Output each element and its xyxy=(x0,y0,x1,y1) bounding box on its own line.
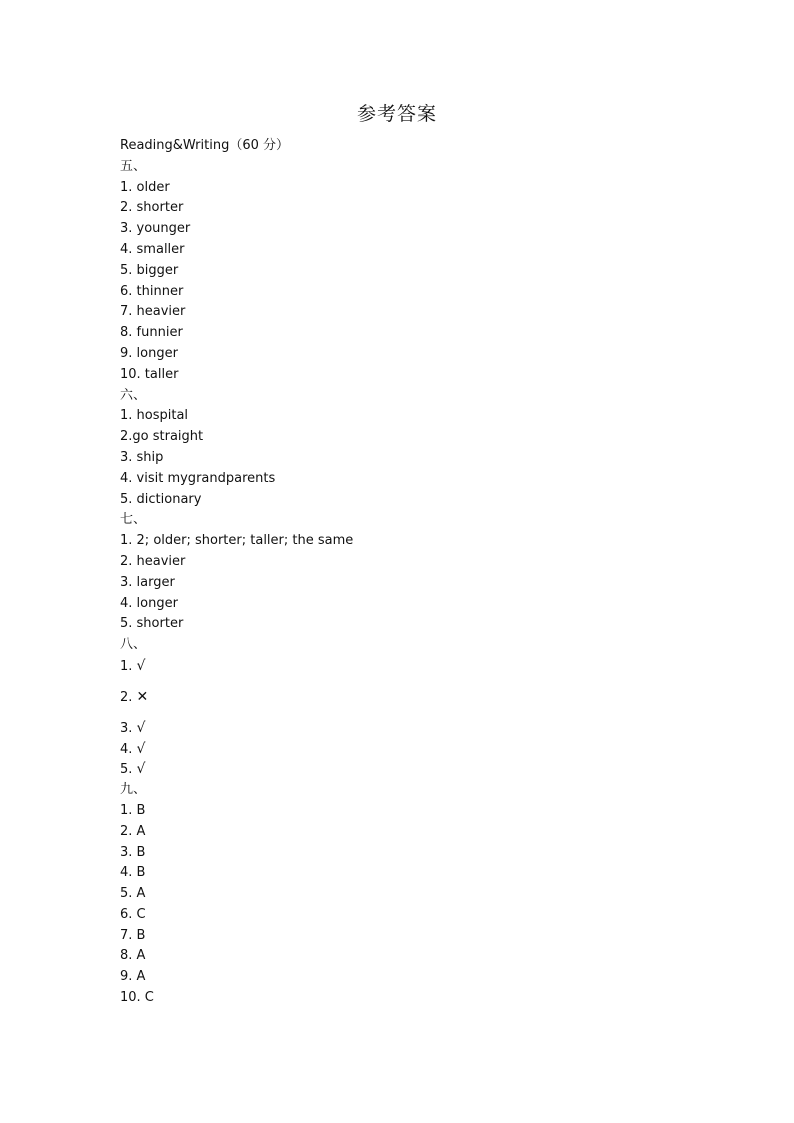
answer-item: 7. B xyxy=(120,927,146,943)
section-label-8: 八、 xyxy=(120,637,147,653)
answer-item: 10. C xyxy=(120,990,154,1006)
answer-item xyxy=(120,739,720,760)
answer-item: 6. thinner xyxy=(120,283,184,299)
answer-item: 3. B xyxy=(120,844,146,860)
check-mark-icon: √ xyxy=(136,657,146,674)
section-label-5: 五、 xyxy=(120,158,147,174)
answer-item: 10. taller xyxy=(120,366,179,382)
answer-item: 1. B xyxy=(120,802,146,818)
answer-item: 4. B xyxy=(120,865,146,881)
answer-item: 1. hospital xyxy=(120,408,189,424)
answer-item: 3. larger xyxy=(120,574,175,590)
item-number: 3. xyxy=(120,720,137,736)
answer-item: 5. A xyxy=(120,886,146,902)
answer-item: 1. 2; older; shorter; taller; the same xyxy=(120,533,354,549)
answer-body xyxy=(120,136,720,1009)
answer-item: 5. shorter xyxy=(120,616,184,632)
answer-item xyxy=(120,718,720,739)
answer-item: 7. heavier xyxy=(120,304,186,320)
answer-item: 9. A xyxy=(120,969,146,985)
page-title: 参考答案 xyxy=(356,103,437,125)
answer-item: 4. longer xyxy=(120,595,178,611)
answer-item: 8. funnier xyxy=(120,325,183,341)
check-mark-icon: √ xyxy=(136,740,146,757)
section-label-6: 六、 xyxy=(120,387,147,403)
answer-item: 2. heavier xyxy=(120,553,186,569)
item-number: 4. xyxy=(120,741,137,757)
answer-item: 2. A xyxy=(120,823,146,839)
answer-item: 3. younger xyxy=(120,221,191,237)
answer-item xyxy=(120,677,720,718)
cross-mark-icon: ✕ xyxy=(136,688,149,705)
item-number: 2. xyxy=(120,689,137,705)
item-number: 5. xyxy=(120,762,137,778)
answer-item: 5. bigger xyxy=(120,262,179,278)
answer-item: 1. older xyxy=(120,179,170,195)
section-label-7: 七、 xyxy=(120,512,147,528)
answer-item: 4. visit mygrandparents xyxy=(120,470,276,486)
answer-item: 6. C xyxy=(120,906,146,922)
answer-item xyxy=(120,656,720,677)
answer-item: 4. smaller xyxy=(120,241,185,257)
section-heading: Reading&Writing（60 分） xyxy=(120,138,290,153)
answer-item: 2. shorter xyxy=(120,200,184,216)
answer-item xyxy=(120,759,720,780)
check-mark-icon: √ xyxy=(136,761,146,778)
answer-item: 8. A xyxy=(120,948,146,964)
answer-item: 3. ship xyxy=(120,449,164,465)
answer-item: 5. dictionary xyxy=(120,491,202,507)
section-label-9: 九、 xyxy=(120,782,147,798)
answer-item: 9. longer xyxy=(120,345,178,361)
check-mark-icon: √ xyxy=(136,719,146,736)
item-number: 1. xyxy=(120,658,137,674)
answer-item: 2.go straight xyxy=(120,429,204,445)
